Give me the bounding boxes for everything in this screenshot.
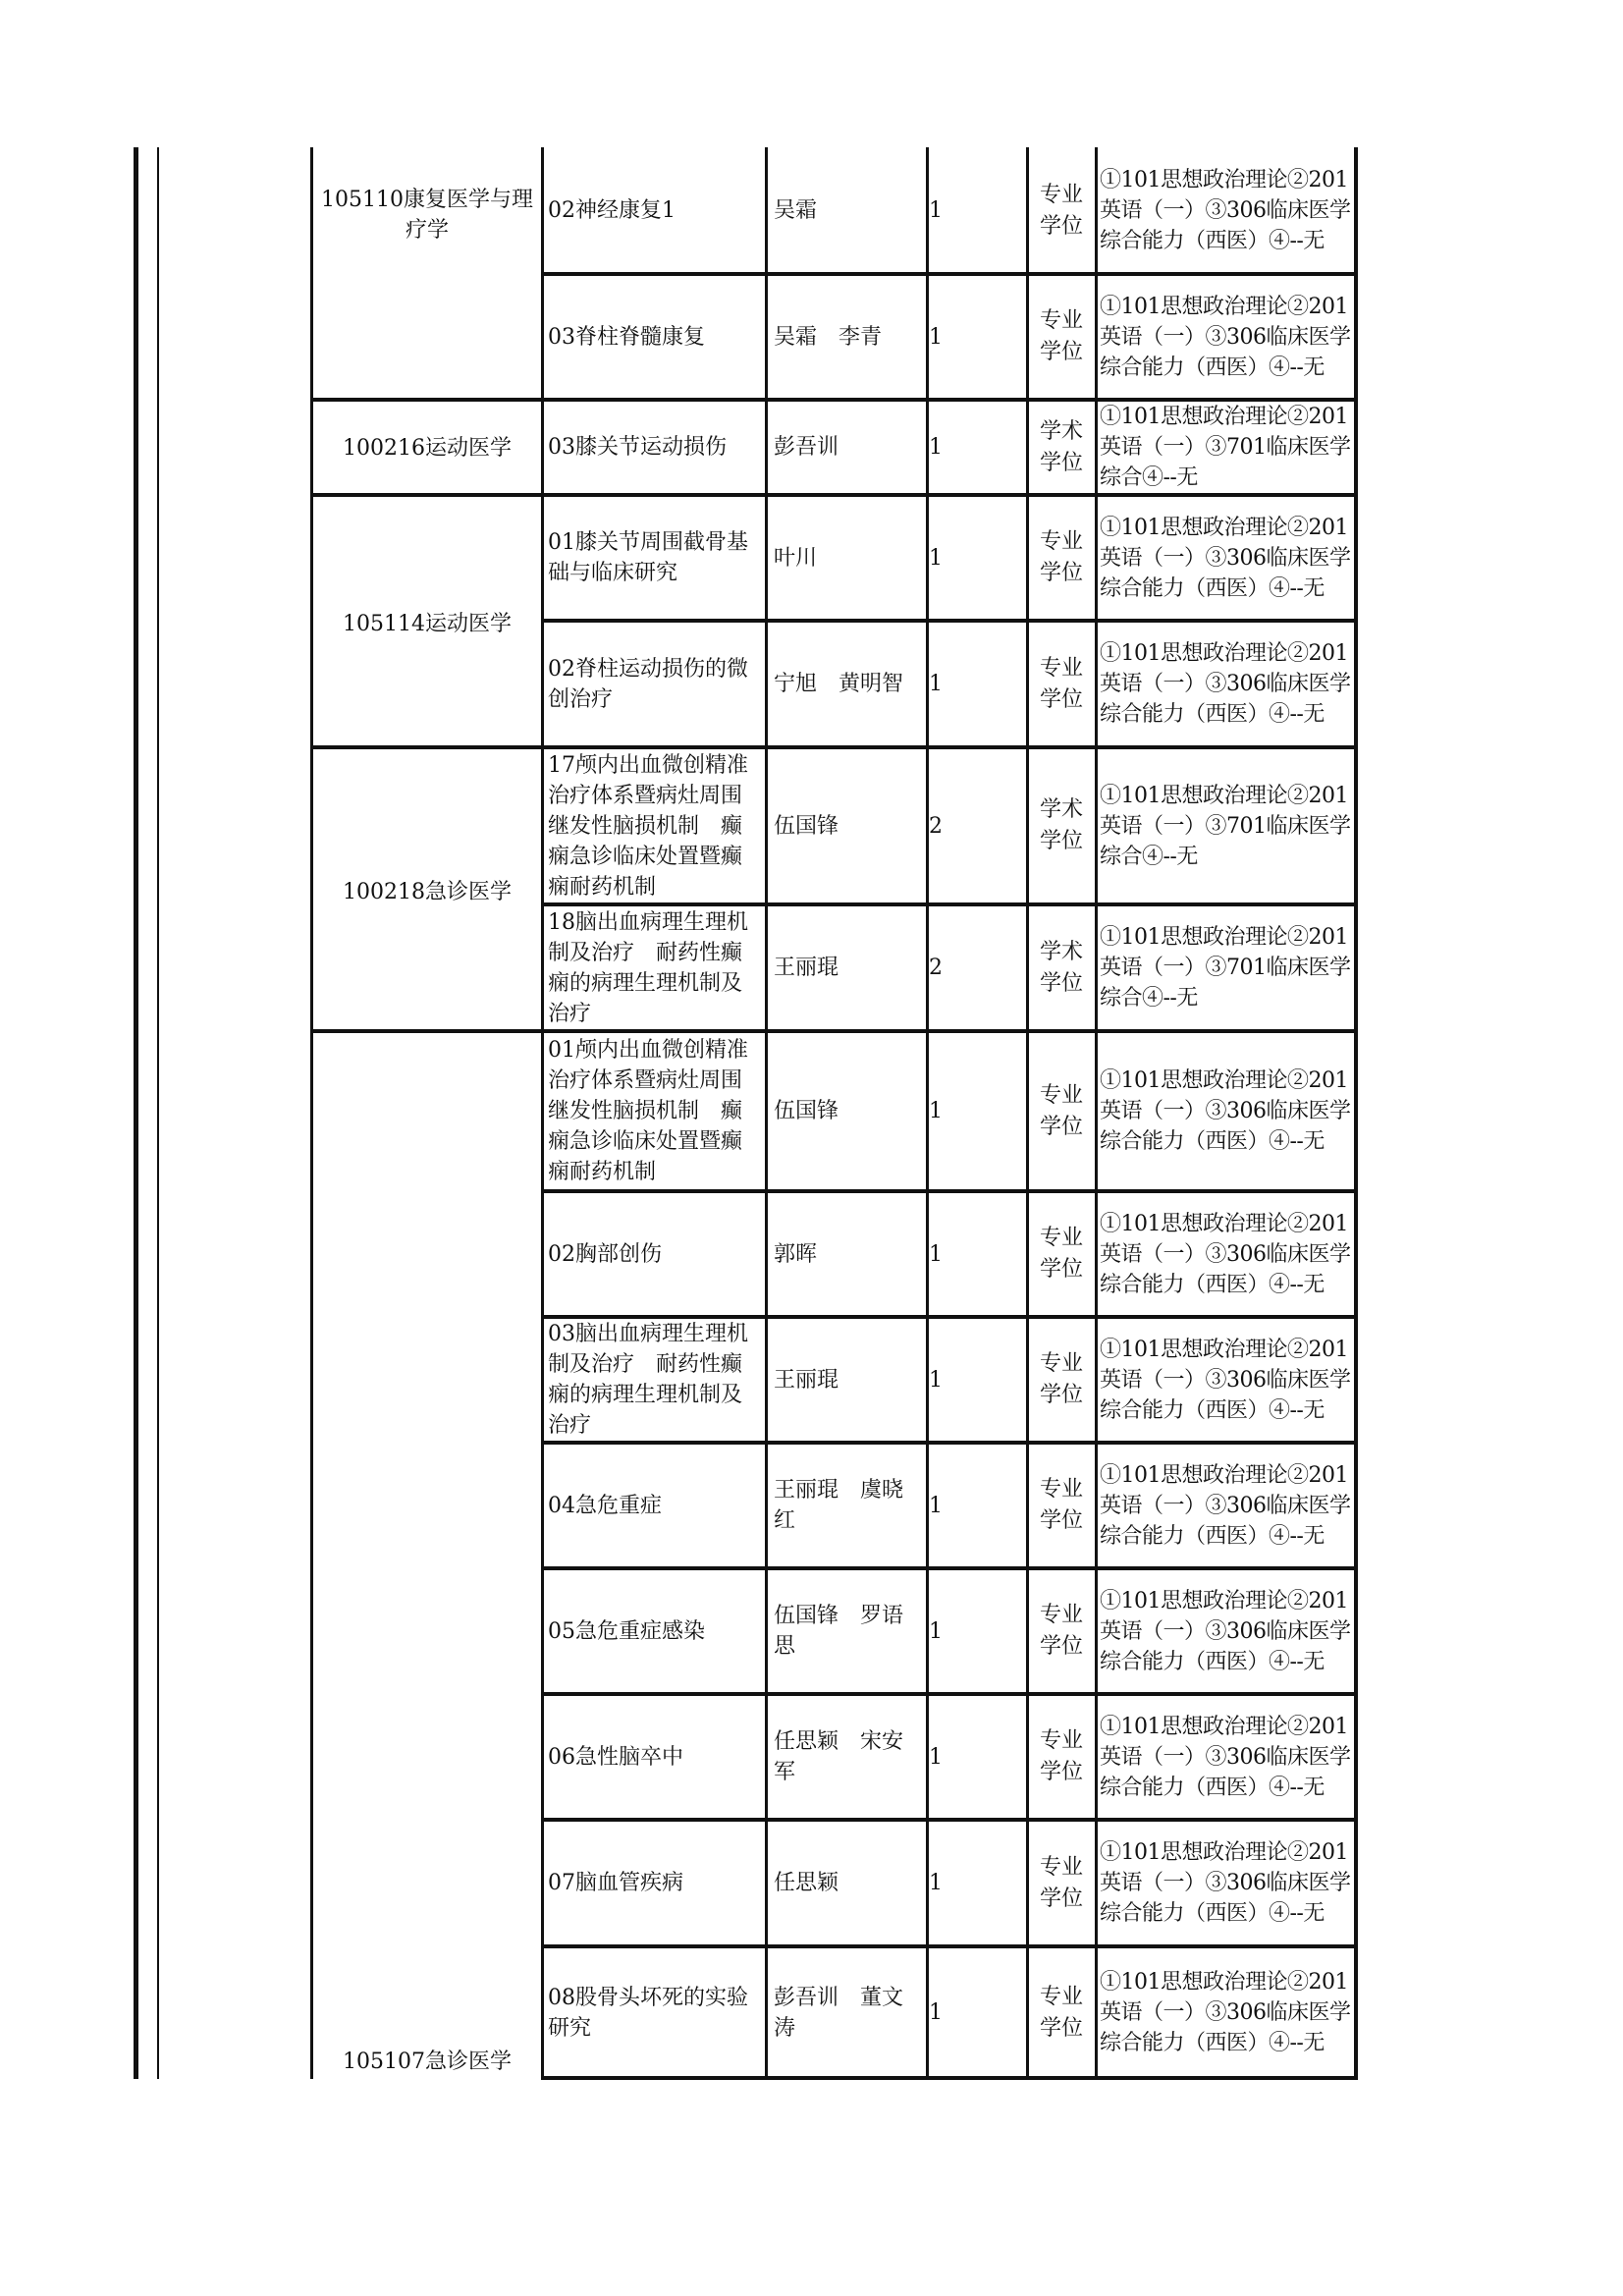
enrollment-count-cell <box>929 1445 1025 1566</box>
exam-subjects-text: ①101思想政治理论②201英语（一）③306临床医学综合能力（西医）④--无 <box>1100 1337 1351 1423</box>
degree-type-text: 专业 学位 <box>1039 308 1083 364</box>
specialty-divider <box>310 1029 544 1033</box>
research-direction-text: 17颅内出血微创精准治疗体系暨病灶周围继发性脑损机制 癫痫急诊临床处置暨癫痫耐药机制 <box>548 752 748 900</box>
degree-type-cell <box>1029 906 1094 1029</box>
supervisor-text: 郭晖 <box>774 1241 818 1267</box>
degree-type-cell <box>1029 749 1094 902</box>
research-direction-cell <box>544 1822 764 1944</box>
degree-type-text: 学术 学位 <box>1039 939 1083 996</box>
research-direction-text: 02胸部创伤 <box>548 1241 662 1267</box>
degree-type-text: 专业 学位 <box>1039 655 1083 712</box>
research-direction-text: 03脑出血病理生理机制及治疗 耐药性癫痫的病理生理机制及治疗 <box>548 1322 748 1438</box>
specialty-cell <box>314 2047 540 2077</box>
research-direction-text: 03脊柱脊髓康复 <box>548 324 705 350</box>
degree-type-text: 专业 学位 <box>1039 529 1083 585</box>
supervisor-cell <box>768 402 925 493</box>
supervisor-cell <box>768 623 925 745</box>
supervisor-cell <box>768 1193 925 1315</box>
enrollment-count-cell <box>929 1033 1025 1189</box>
degree-type-cell <box>1029 1570 1094 1692</box>
exam-subjects-cell <box>1098 1948 1353 2077</box>
degree-type-cell <box>1029 1319 1094 1441</box>
supervisor-text: 王丽琨 <box>774 1367 839 1393</box>
supervisor-text: 叶川 <box>774 545 818 571</box>
research-direction-text: 02神经康复1 <box>548 198 676 223</box>
exam-subjects-text: ①101思想政治理论②201英语（一）③701临床医学综合④--无 <box>1100 783 1351 869</box>
degree-type-cell <box>1029 1696 1094 1818</box>
supervisor-cell <box>768 1033 925 1189</box>
exam-subjects-text: ①101思想政治理论②201英语（一）③306临床医学综合能力（西医）④--无 <box>1100 515 1351 601</box>
enrollment-count-text: 1 <box>929 1367 943 1393</box>
research-direction-cell <box>544 623 764 745</box>
supervisor-cell <box>768 906 925 1029</box>
research-direction-text: 03膝关节运动损伤 <box>548 435 727 460</box>
enrollment-count-text: 1 <box>929 1099 943 1123</box>
enrollment-count-text: 1 <box>929 198 943 223</box>
exam-subjects-cell <box>1098 1445 1353 1566</box>
supervisor-cell <box>768 149 925 272</box>
research-direction-cell <box>544 1193 764 1315</box>
enrollment-count-text: 1 <box>929 435 943 460</box>
degree-type-cell <box>1029 623 1094 745</box>
enrollment-count-cell <box>929 276 1025 398</box>
enrollment-count-cell <box>929 149 1025 272</box>
supervisor-cell <box>768 1570 925 1692</box>
specialty-divider <box>310 745 544 749</box>
degree-type-text: 专业 学位 <box>1039 1226 1083 1282</box>
enrollment-count-cell <box>929 749 1025 902</box>
supervisor-cell <box>768 497 925 619</box>
specialty-cell <box>314 609 540 639</box>
enrollment-count-text: 1 <box>929 1618 943 1644</box>
exam-subjects-cell <box>1098 1033 1353 1189</box>
research-direction-cell <box>544 276 764 398</box>
research-direction-cell <box>544 149 764 272</box>
enrollment-count-text: 2 <box>929 813 943 839</box>
specialty-cell <box>314 185 540 246</box>
research-direction-cell <box>544 749 764 902</box>
research-direction-text: 04急危重症 <box>548 1493 662 1518</box>
research-direction-text: 02脊柱运动损伤的微创治疗 <box>548 656 748 712</box>
research-direction-cell <box>544 1319 764 1441</box>
enrollment-count-cell <box>929 1696 1025 1818</box>
enrollment-count-cell <box>929 402 1025 493</box>
degree-type-cell <box>1029 149 1094 272</box>
supervisor-cell <box>768 1822 925 1944</box>
exam-subjects-cell <box>1098 276 1353 398</box>
exam-subjects-text: ①101思想政治理论②201英语（一）③306临床医学综合能力（西医）④--无 <box>1100 1840 1351 1926</box>
degree-type-text: 专业 学位 <box>1039 1477 1083 1533</box>
supervisor-cell <box>768 1948 925 2077</box>
left-border-inner <box>157 147 159 2079</box>
specialty-name: 105107急诊医学 <box>343 2050 512 2074</box>
degree-type-text: 学术 学位 <box>1039 418 1083 475</box>
supervisor-cell <box>768 1696 925 1818</box>
supervisor-text: 吴霜 李青 <box>774 324 883 350</box>
degree-type-text: 专业 学位 <box>1039 1351 1083 1407</box>
supervisor-cell <box>768 276 925 398</box>
enrollment-count-text: 1 <box>929 1241 943 1267</box>
degree-type-text: 专业 学位 <box>1039 1728 1083 1784</box>
exam-subjects-cell <box>1098 1193 1353 1315</box>
enrollment-count-text: 1 <box>929 324 943 350</box>
specialty-cell <box>314 433 540 464</box>
exam-subjects-text: ①101思想政治理论②201英语（一）③306临床医学综合能力（西医）④--无 <box>1100 1462 1351 1549</box>
exam-subjects-cell <box>1098 906 1353 1029</box>
enrollment-count-text: 1 <box>929 2000 943 2025</box>
supervisor-text: 任思颖 <box>774 1871 839 1895</box>
supervisor-cell <box>768 749 925 902</box>
research-direction-cell <box>544 1033 764 1189</box>
exam-subjects-cell <box>1098 1822 1353 1944</box>
supervisor-cell <box>768 1319 925 1441</box>
research-direction-cell <box>544 402 764 493</box>
supervisor-text: 彭吾训 董文涛 <box>774 1985 904 2041</box>
research-direction-cell <box>544 1445 764 1566</box>
degree-type-text: 学术 学位 <box>1039 797 1083 853</box>
specialty-cell <box>314 877 540 907</box>
supervisor-text: 伍国锋 罗语思 <box>774 1604 904 1659</box>
enrollment-count-cell <box>929 623 1025 745</box>
degree-type-text: 专业 学位 <box>1039 182 1083 239</box>
enrollment-count-cell <box>929 1948 1025 2077</box>
enrollment-count-text: 1 <box>929 672 943 696</box>
degree-type-cell <box>1029 1948 1094 2077</box>
enrollment-count-cell <box>929 1822 1025 1944</box>
enrollment-count-text: 1 <box>929 1871 943 1895</box>
enrollment-count-text: 1 <box>929 545 943 571</box>
exam-subjects-cell <box>1098 497 1353 619</box>
degree-type-cell <box>1029 1193 1094 1315</box>
exam-subjects-cell <box>1098 402 1353 493</box>
research-direction-text: 18脑出血病理生理机制及治疗 耐药性癫痫的病理生理机制及治疗 <box>548 909 748 1026</box>
research-direction-cell <box>544 1948 764 2077</box>
degree-type-cell <box>1029 1033 1094 1189</box>
exam-subjects-text: ①101思想政治理论②201英语（一）③306临床医学综合能力（西医）④--无 <box>1100 1211 1351 1297</box>
exam-subjects-text: ①101思想政治理论②201英语（一）③306临床医学综合能力（西医）④--无 <box>1100 168 1351 253</box>
enrollment-count-cell <box>929 1193 1025 1315</box>
degree-type-cell <box>1029 402 1094 493</box>
research-direction-cell <box>544 1570 764 1692</box>
research-direction-text: 07脑血管疾病 <box>548 1871 683 1895</box>
exam-subjects-text: ①101思想政治理论②201英语（一）③306临床医学综合能力（西医）④--无 <box>1100 641 1351 727</box>
exam-subjects-text: ①101思想政治理论②201英语（一）③306临床医学综合能力（西医）④--无 <box>1100 1588 1351 1674</box>
degree-type-cell <box>1029 497 1094 619</box>
enrollment-count-cell <box>929 1570 1025 1692</box>
specialty-name: 100216运动医学 <box>343 436 512 461</box>
research-direction-cell <box>544 497 764 619</box>
specialty-name: 100218急诊医学 <box>343 880 512 904</box>
research-direction-text: 08股骨头坏死的实验研究 <box>548 1985 748 2041</box>
specialty-divider <box>310 493 544 497</box>
supervisor-text: 彭吾训 <box>774 435 839 460</box>
enrollment-count-cell <box>929 906 1025 1029</box>
degree-type-cell <box>1029 276 1094 398</box>
research-direction-text: 01颅内出血微创精准治疗体系暨病灶周围继发性脑损机制 癫痫急诊临床处置暨癫痫耐药机制 <box>548 1038 748 1184</box>
exam-subjects-cell <box>1098 1570 1353 1692</box>
specialty-divider <box>310 398 544 402</box>
enrollment-count-cell <box>929 497 1025 619</box>
supervisor-text: 伍国锋 <box>774 1099 839 1123</box>
column-divider <box>1354 147 1358 2079</box>
research-direction-text: 06急性脑卒中 <box>548 1744 683 1770</box>
specialty-name: 105114运动医学 <box>343 612 512 636</box>
exam-subjects-text: ①101思想政治理论②201英语（一）③701临床医学综合④--无 <box>1100 925 1351 1011</box>
degree-type-cell <box>1029 1822 1094 1944</box>
degree-type-text: 专业 学位 <box>1039 1854 1083 1911</box>
supervisor-text: 任思颖 宋安军 <box>774 1729 904 1784</box>
enrollment-count-text: 1 <box>929 1493 943 1518</box>
supervisor-text: 王丽琨 虞晓红 <box>774 1478 904 1533</box>
degree-type-text: 专业 学位 <box>1039 1984 1083 2041</box>
exam-subjects-cell <box>1098 1696 1353 1818</box>
exam-subjects-cell <box>1098 149 1353 272</box>
exam-subjects-text: ①101思想政治理论②201英语（一）③306临床医学综合能力（西医）④--无 <box>1100 1068 1351 1154</box>
enrollment-count-cell <box>929 1319 1025 1441</box>
research-direction-cell <box>544 1696 764 1818</box>
exam-subjects-text: ①101思想政治理论②201英语（一）③306临床医学综合能力（西医）④--无 <box>1100 1970 1351 2055</box>
research-direction-text: 01膝关节周围截骨基础与临床研究 <box>548 530 748 585</box>
supervisor-text: 吴霜 <box>774 198 818 223</box>
enrollment-count-text: 2 <box>929 956 943 980</box>
supervisor-text: 伍国锋 <box>774 813 839 839</box>
exam-subjects-cell <box>1098 623 1353 745</box>
left-border-outer <box>134 147 138 2079</box>
exam-subjects-text: ①101思想政治理论②201英语（一）③306临床医学综合能力（西医）④--无 <box>1100 1714 1351 1800</box>
research-direction-cell <box>544 906 764 1029</box>
exam-subjects-text: ①101思想政治理论②201英语（一）③701临床医学综合④--无 <box>1100 405 1351 490</box>
column-divider <box>310 147 313 2079</box>
exam-subjects-cell <box>1098 1319 1353 1441</box>
supervisor-cell <box>768 1445 925 1566</box>
degree-type-cell <box>1029 1445 1094 1566</box>
degree-type-text: 专业 学位 <box>1039 1603 1083 1659</box>
supervisor-text: 王丽琨 <box>774 956 839 980</box>
specialty-name: 105110康复医学与理疗学 <box>321 188 533 243</box>
supervisor-text: 宁旭 黄明智 <box>774 672 904 696</box>
exam-subjects-text: ①101思想政治理论②201英语（一）③306临床医学综合能力（西医）④--无 <box>1100 294 1351 380</box>
exam-subjects-cell <box>1098 749 1353 902</box>
degree-type-text: 专业 学位 <box>1039 1082 1083 1139</box>
enrollment-count-text: 1 <box>929 1744 943 1770</box>
research-direction-text: 05急危重症感染 <box>548 1618 705 1644</box>
